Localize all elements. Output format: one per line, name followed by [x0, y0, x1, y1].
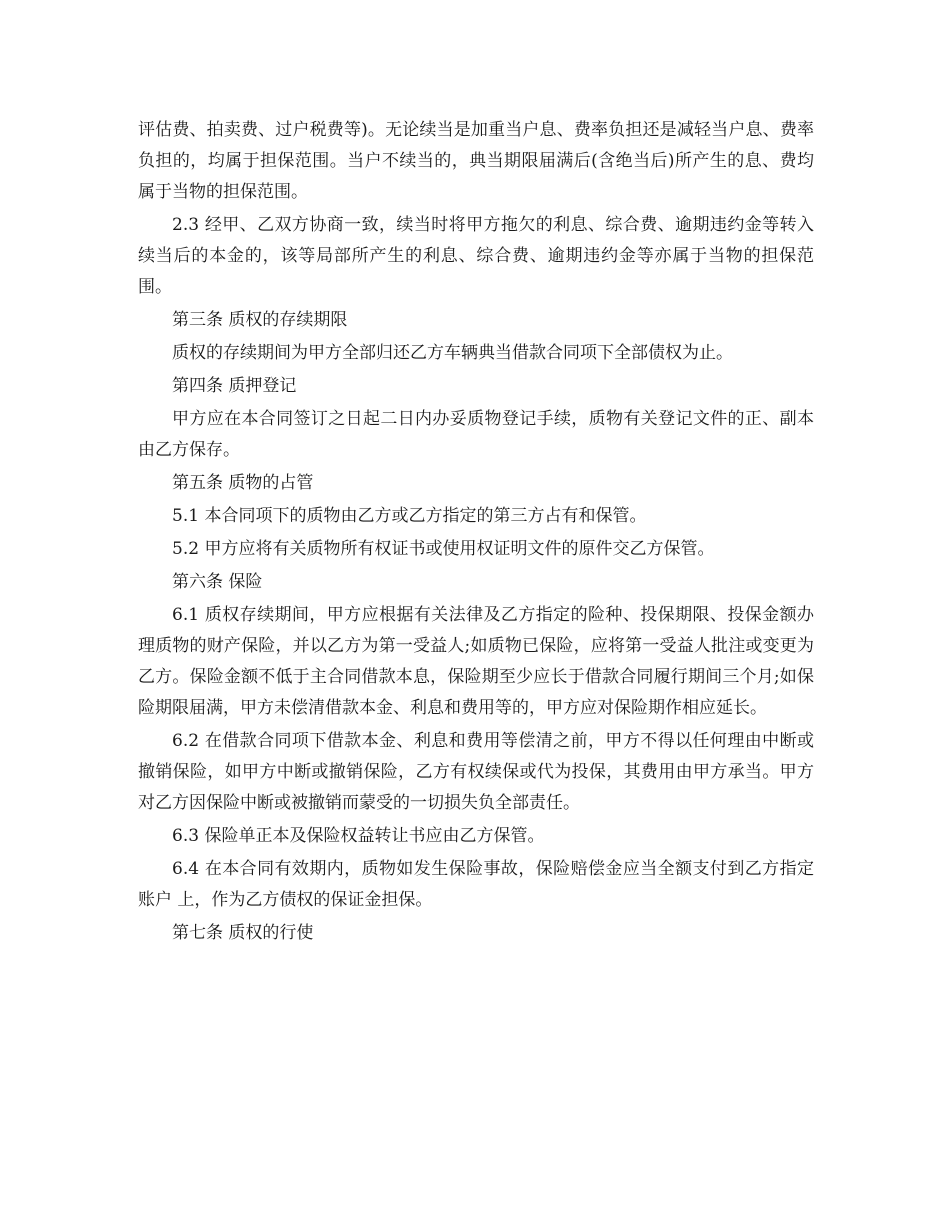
heading-article-4: 第四条 质押登记: [172, 376, 297, 396]
paragraph-clause-5-2: 5.2 甲方应将有关质物所有权证书或使用权证明文件的原件交乙方保管。: [172, 539, 715, 559]
paragraph-article-3-body: 质权的存续期间为甲方全部归还乙方车辆典当借款合同项下全部债权为止。: [172, 343, 733, 363]
paragraph-clause-5-1: 5.1 本合同项下的质物由乙方或乙方指定的第三方占有和保管。: [172, 506, 647, 526]
paragraph-clause-2-3: 2.3 经甲、乙双方协商一致，续当时将甲方拖欠的利息、综合费、逾期违约金等转入续当后的本金的，该等局部所产生的利息、综合费、逾期违约金等亦属于当物的担保范围。: [138, 215, 814, 297]
paragraph-clause-6-4: 6.4 在本合同有效期内，质物如发生保险事故，保险赔偿金应当全额支付到乙方指定账户 上，作为乙方债权的保证金担保。: [138, 859, 814, 910]
heading-article-6: 第六条 保险: [172, 572, 263, 592]
heading-article-7: 第七条 质权的行使: [172, 923, 314, 943]
heading-article-5: 第五条 质物的占管: [172, 473, 314, 493]
document-body: [138, 115, 814, 949]
paragraph-guarantee-scope-continued: 评估费、拍卖费、过户税费等)。无论续当是加重当户息、费率负担还是减轻当户息、费率负担的，均属于担保范围。当户不续当的，典当期限届满后(含绝当后)所产生的息、费均属于当物的担保范围。: [138, 120, 814, 202]
paragraph-clause-6-2: 6.2 在借款合同项下借款本金、利息和费用等偿清之前，甲方不得以任何理由中断或撤销保险，如甲方中断或撤销保险，乙方有权续保或代为投保，其费用由甲方承当。甲方对乙方因保险中断或被撤销而蒙受的一切损失负全部责任。: [138, 731, 814, 813]
paragraph-clause-6-3: 6.3 保险单正本及保险权益转让书应由乙方保管。: [172, 826, 545, 846]
heading-article-3: 第三条 质权的存续期限: [172, 310, 348, 330]
paragraph-article-4-body: 甲方应在本合同签订之日起二日内办妥质物登记手续，质物有关登记文件的正、副本由乙方保存。: [138, 409, 814, 460]
paragraph-clause-6-1: 6.1 质权存续期间，甲方应根据有关法律及乙方指定的险种、投保期限、投保金额办理质物的财产保险，并以乙方为第一受益人;如质物已保险，应将第一受益人批注或变更为乙方。保险金额不低于主合同借款本息，保险期至少应长于借款合同履行期间三个月;如保险期限届满，甲方未偿清借款本金、利息和费用等的，甲方应对保险期作相应延长。: [138, 605, 814, 718]
